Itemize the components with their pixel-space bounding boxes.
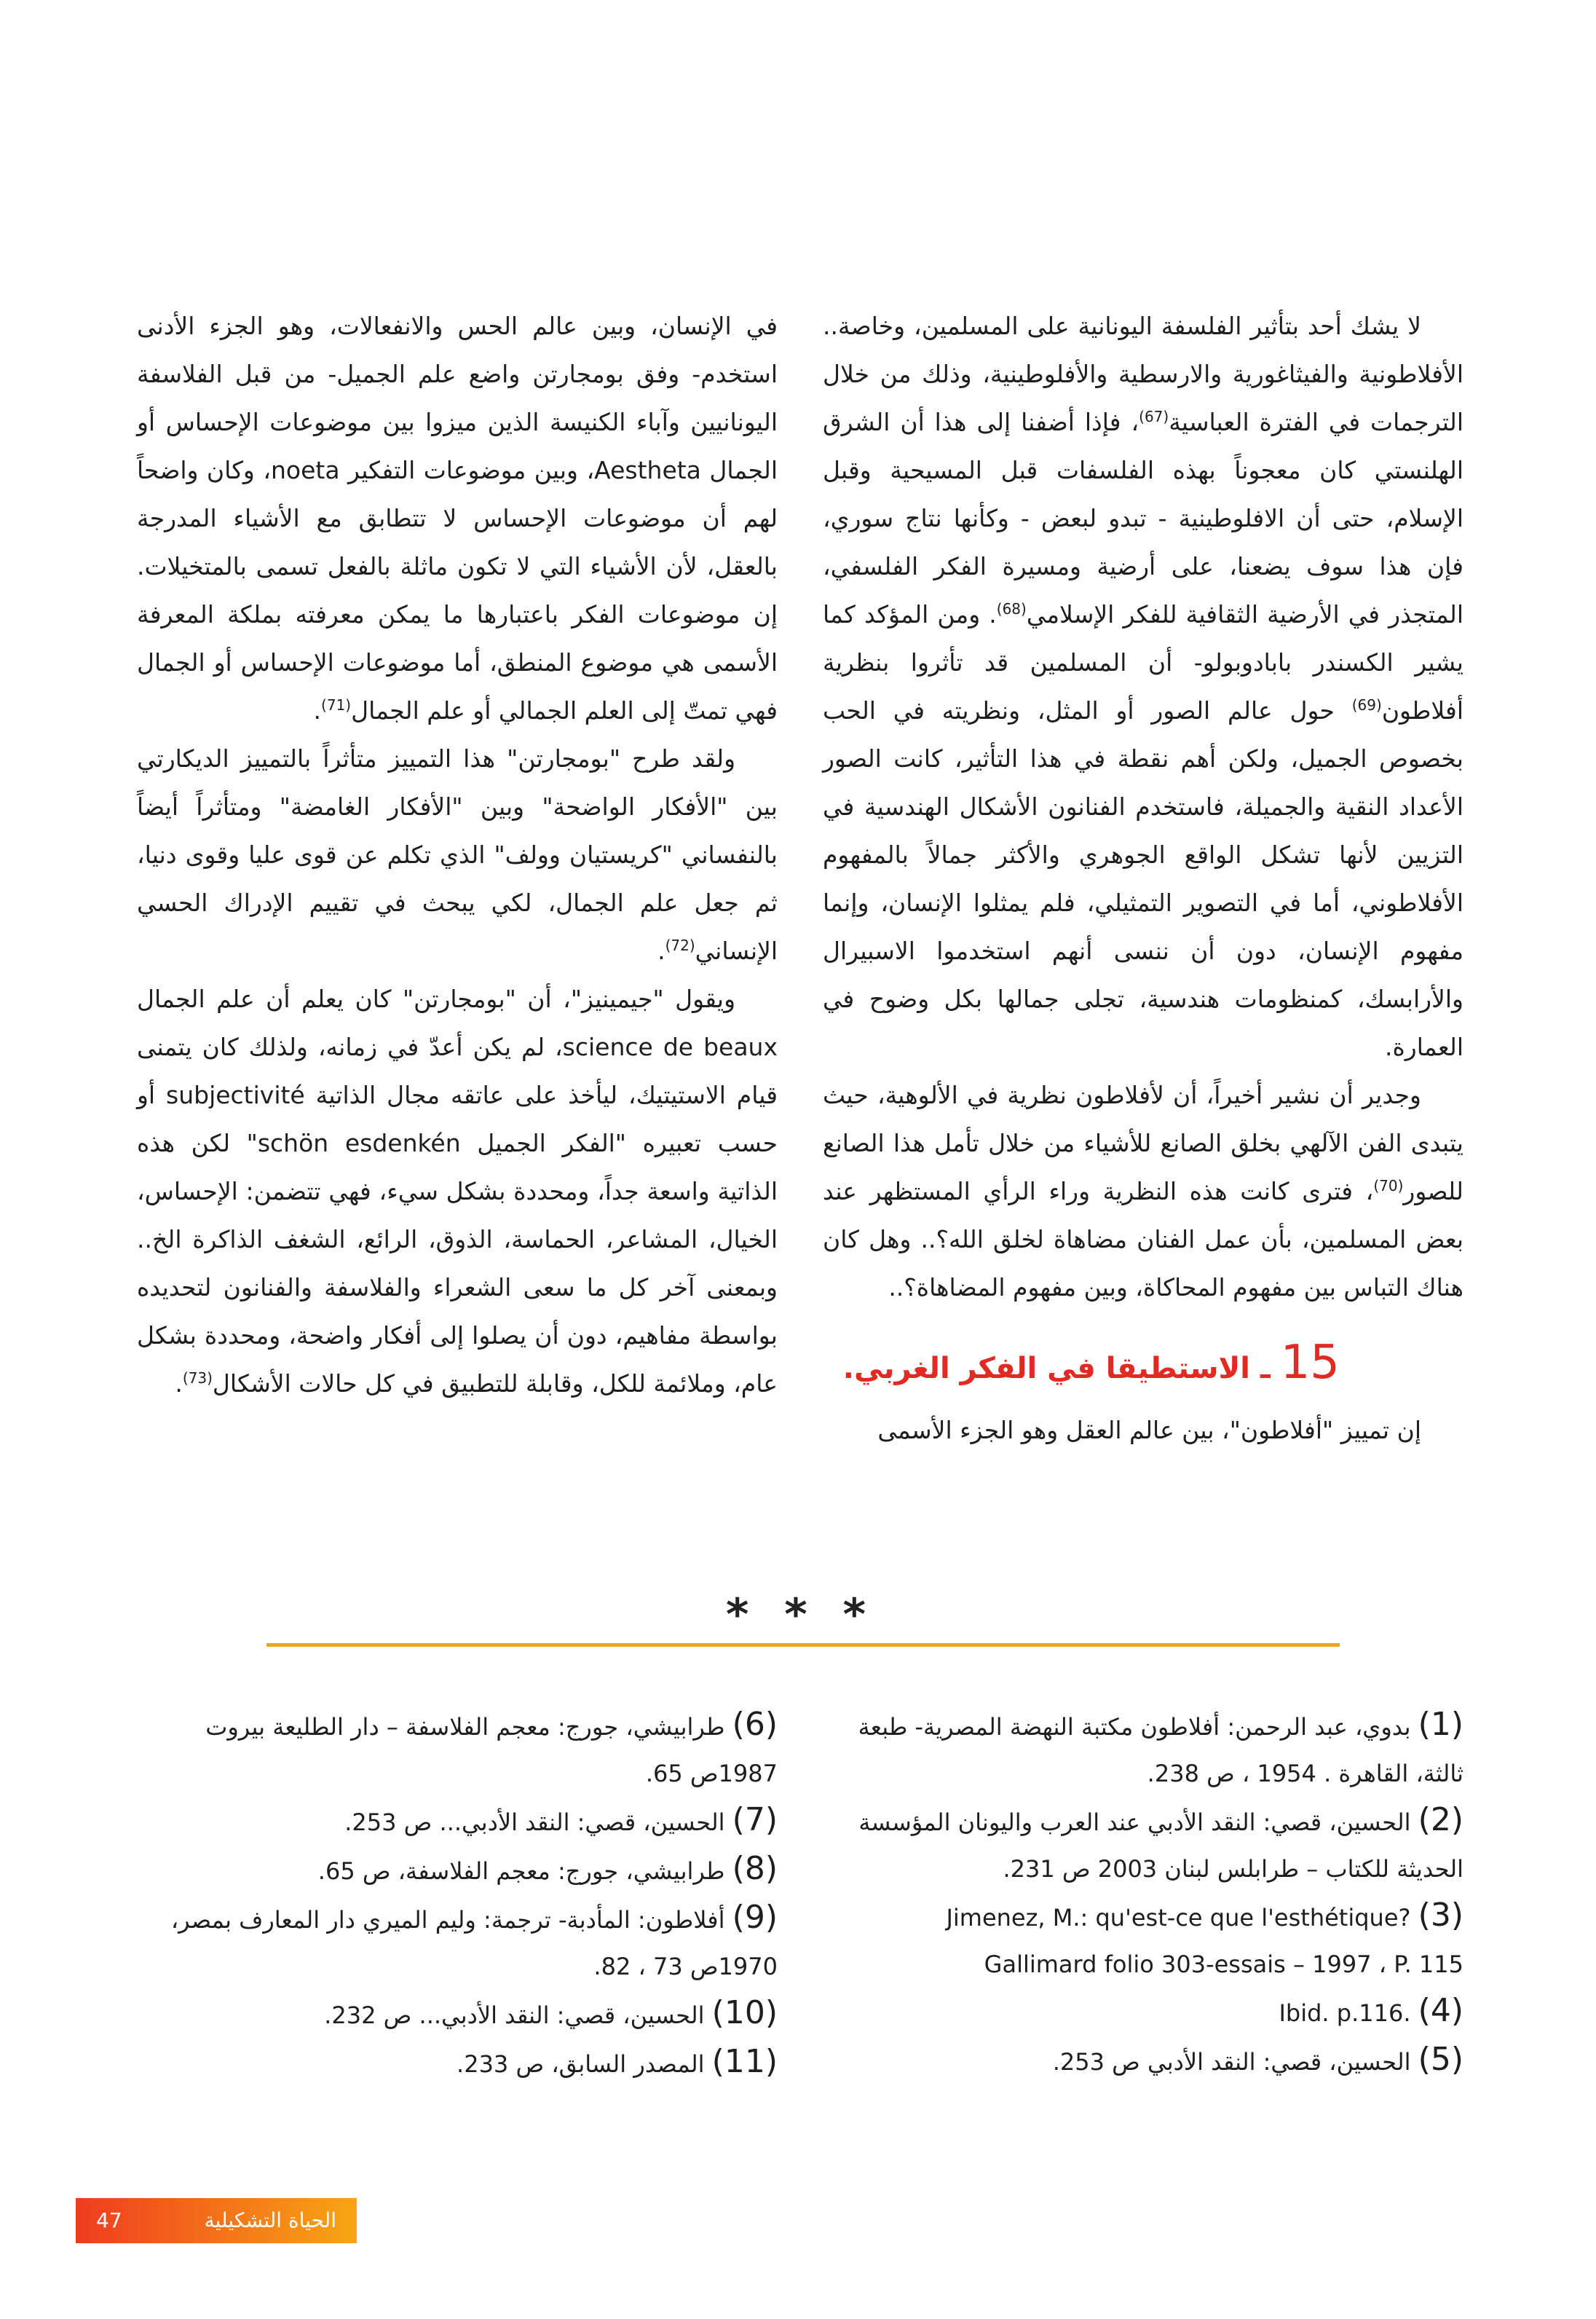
footnote: (10) الحسين، قصي: النقد الأدبي... ص 232. [324,1994,778,2031]
footnote: (4) Ibid. p.116. [1279,1992,1463,2029]
footnotes-right [823,1701,1463,2085]
section-separator: * * * [726,1589,876,1640]
reference-marker: (69) [1351,696,1382,714]
page-footer [76,2198,357,2243]
paragraph: ولقد طرح "بومجارتن" هذا التمييز متأثراً بالتمييز الديكارتي بين "الأفكار الواضحة" وبين "الأفكار الغامضة" ومتأثراً أيضاً بالنفساني "كريستيان وولف" الذي تكلم عن قوى عليا وقوى دنيا، ثم جعل علم الجمال، لكي يبحث في تقييم الإدراك الحسي الإنساني$^{(72)}$. [137,744,778,965]
reference-marker: (68) [996,600,1027,618]
footnotes-left [137,1701,778,2087]
article-column-left [137,302,778,1408]
reference-marker: (67) [1139,408,1169,425]
paragraph: لا يشك أحد بتأثير الفلسفة اليونانية على المسلمين، وخاصة.. الأفلاطونية والفيثاغورية والارسطية والأفلوطينية، وذلك من خلال الترجمات في الفترة العباسية$^{(67)}$، فإذا أضفنا إلى هذا أن الشرق الهلنستي كان معجوناً بهذه الفلسفات قبل المسيحية وقبل الإسلام، حتى أن الافلوطينية - تبدو لبعض - وكأنها نتاج سوري، فإن هذا سوف يضعنا، على أرضية ومسيرة الفكر الفلسفي، المتجذر في الأرضية الثقافية للفكر الإسلامي$^{(68)}$. ومن المؤكد كما يشير الكسندر بابادوبولو- أن المسلمين قد تأثروا بنظرية أفلاطون$^{(69)}$ حول عالم الصور أو المثل، ونظريته في الحب بخصوص الجميل، ولكن أهم نقطة في هذا التأثير، كانت الصور الأعداد النقية والجميلة، فاستخدم الفنانون الأشكال الهندسية في التزيين لأنها تشكل الواقع الجوهري والأكثر جمالاً بالمفهوم الأفلاطوني، أما في التصوير التمثيلي، فلم يمثلوا الإنسان، وإنما مفهوم الإنسان، دون أن ننسى أنهم استخدموا الاسبيرال والأرابسك، كمنظومات هندسية، تجلى جمالها بكل وضوح في العمارة. [823,312,1463,1061]
section-number: 15 [1280,1336,1340,1390]
page-number: 47 [96,2208,122,2232]
paragraph: ويقول "جيمينيز"، أن "بومجارتن" كان يعلم أن علم الجمال science de beaux، لم يكن أعدّ في زمانه، ولذلك كان يتمنى قيام الاستيتيك، ليأخذ على عاتقه مجال الذاتية subjectivité أو حسب تعبيره "الفكر الجميل schön esdenkén" لكن هذه الذاتية واسعة جداً، ومحددة بشكل سيء، فهي تتضمن: الإحساس، الخيال، المشاعر، الحماسة، الذوق، الرائع، الشغف الذاكرة الخ.. وبمعنى آخر كل ما سعى الشعراء والفلاسفة والفنانون لتحديده بواسطة مفاهيم، دون أن يصلوا إلى أفكار واضحة، ومحددة بشكل عام، وملائمة للكل، وقابلة للتطبيق في كل حالات الأشكال$^{(73)}$. [137,985,778,1398]
section-title: ـ الاستطيقا في الفكر الغربي. [842,1352,1271,1385]
footnote: (9) أفلاطون: المأدبة- ترجمة: وليم الميري دار المعارف بمصر، 1970ص 73 ، 82. [170,1899,778,1980]
footnote: (1) بدوي، عبد الرحمن: أفلاطون مكتبة النهضة المصرية- طبعة ثالثة، القاهرة . 1954 ، ص 238. [858,1706,1463,1787]
magazine-name: الحياة التشكيلية [204,2208,336,2232]
reference-marker: (73) [182,1369,213,1387]
footnote: (7) الحسين، قصي: النقد الأدبي... ص 253. [344,1801,778,1838]
paragraph: إن تمييز "أفلاطون"، بين عالم العقل وهو الجزء الأسمى [877,1416,1421,1444]
section-heading [823,1319,1463,1406]
footnote: (2) الحسين، قصي: النقد الأدبي عند العرب واليونان المؤسسة الحديثة للكتاب – طرابلس لبنان 2003 ص 231. [858,1801,1463,1883]
footnote: (8) طرابيشي، جورج: معجم الفلاسفة، ص 65. [317,1850,778,1887]
article-column-right [823,302,1463,1454]
footnote: (5) الحسين، قصي: النقد الأدبي ص 253. [1052,2041,1463,2078]
paragraph: وجدير أن نشير أخيراً، أن لأفلاطون نظرية في الألوهية، حيث يتبدى الفن الآلهي بخلق الصانع للأشياء من خلال تأمل هذا الصانع للصور$^{(70)}$، فترى كانت هذه النظرية وراء الرأي المستظهر عند بعض المسلمين، بأن عمل الفنان مضاهاة لخلق الله؟.. وهل كان هناك التباس بين مفهوم المحاكاة، وبين مفهوم المضاهاة؟.. [823,1081,1463,1302]
reference-marker: (72) [665,937,695,954]
footnote: (3) Jimenez, M.: qu'est-ce que l'esthétique? Gallimard folio 303-essais – 1997 ، P. 115 [946,1897,1463,1978]
footnote: (11) المصدر السابق، ص 233. [457,2043,778,2080]
reference-marker: (71) [321,696,352,714]
reference-marker: (70) [1373,1177,1404,1194]
footnote: (6) طرابيشي، جورج: معجم الفلاسفة – دار الطليعة بيروت 1987ص 65. [205,1706,778,1787]
divider-rule [266,1643,1340,1647]
paragraph: في الإنسان، وبين عالم الحس والانفعالات، وهو الجزء الأدنى استخدم- وفق بومجارتن واضع علم الجميل- من قبل الفلاسفة اليونانيين وآباء الكنيسة الذين ميزوا بين موضوعات الإحساس أو الجمال Aestheta، وبين موضوعات التفكير noeta، وكان واضحاً لهم أن موضوعات الإحساس لا تتطابق مع الأشياء المدرجة بالعقل، لأن الأشياء التي لا تكون ماثلة بالفعل تسمى بالمتخيلات. إن موضوعات الفكر باعتبارها ما يمكن معرفته بملكة المعرفة الأسمى هي موضوع المنطق، أما موضوعات الإحساس أو الجمال فهي تمتّ إلى العلم الجمالي أو علم الجمال$^{(71)}$. [137,312,778,725]
